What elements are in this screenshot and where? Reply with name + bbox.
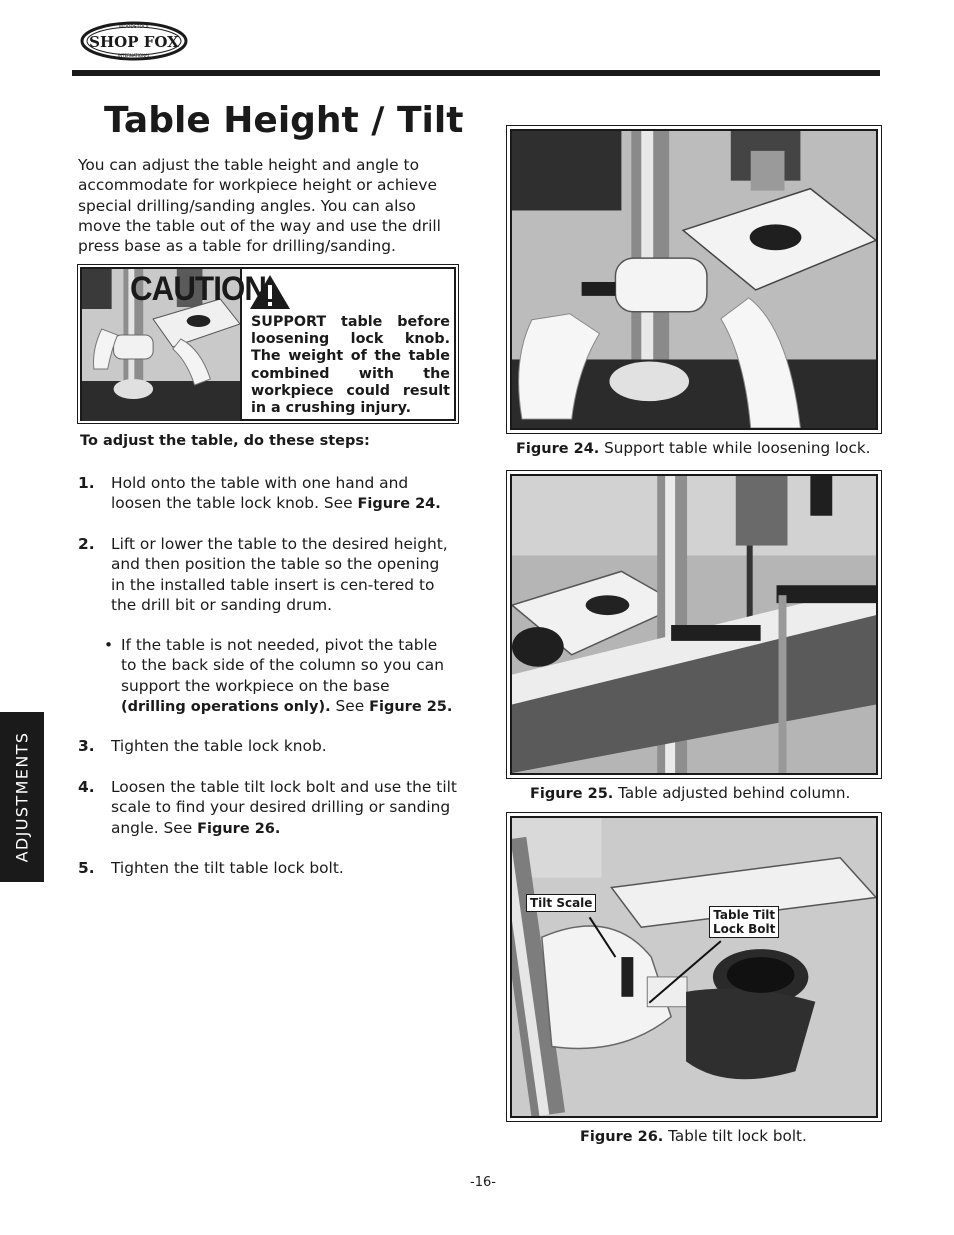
figure-label: Figure 24. bbox=[516, 441, 600, 457]
figure-caption-text: Support table while loosening lock. bbox=[599, 439, 871, 457]
figure-25 bbox=[506, 470, 882, 779]
step-4 bbox=[78, 777, 458, 839]
caution-word: CAUTION bbox=[130, 270, 267, 308]
callout-text: Table Tilt bbox=[713, 908, 776, 922]
intro-paragraph: You can adjust the table height and angle to accommodate for workpiece height or achieve special drilling/sanding angles. You can also move the table out of the way and use the drill press base as a table for drilling/sanding. bbox=[78, 156, 441, 256]
caution-box bbox=[77, 264, 459, 424]
caution-text: SUPPORT table before loosening lock knob. The weight of the table combined with the workpiece could result in a crushing injury. bbox=[251, 314, 450, 417]
figure-26 bbox=[506, 812, 882, 1122]
step-3 bbox=[78, 736, 458, 756]
step-number: 3. bbox=[78, 737, 95, 755]
step-2 bbox=[78, 534, 458, 615]
figure-label: Figure 25. bbox=[530, 786, 614, 802]
step-text: Loosen the table tilt lock bolt and use the tilt scale to find your desired drilling or sanding angle. See bbox=[111, 778, 457, 837]
figure-26-photo bbox=[512, 818, 876, 1116]
step-text: Tighten the tilt table lock bolt. bbox=[111, 859, 344, 877]
step-number: 4. bbox=[78, 778, 95, 796]
steps-intro: To adjust the table, do these steps: bbox=[80, 433, 370, 449]
section-tab bbox=[0, 712, 44, 882]
shop-fox-logo bbox=[80, 20, 188, 62]
figure-25-caption bbox=[530, 784, 850, 802]
figure-26-caption bbox=[580, 1127, 807, 1145]
figure-ref: Figure 26. bbox=[197, 820, 281, 837]
step-number: 5. bbox=[78, 859, 95, 877]
section-tab-label: ADJUSTMENTS bbox=[12, 731, 32, 863]
step-number: 1. bbox=[78, 474, 95, 492]
figure-ref: Figure 25. bbox=[369, 698, 453, 715]
step-text: Lift or lower the table to the desired height, and then position the table so the opening in the installed table insert is cen-tered to the drill bit or sanding drum. bbox=[111, 535, 448, 614]
figure-ref: Figure 24. bbox=[357, 496, 441, 513]
callout-text: Tilt Scale bbox=[530, 896, 593, 910]
logo-arc-bottom: INTERNATIONAL bbox=[117, 53, 151, 58]
bullet-symbol: • bbox=[104, 636, 114, 654]
caution-header bbox=[248, 273, 454, 311]
step-1 bbox=[78, 473, 458, 515]
bullet-see: See bbox=[330, 696, 370, 715]
callout-text: Lock Bolt bbox=[713, 922, 776, 936]
bullet-text: If the table is not needed, pivot the table to the back side of the column so you can support the workpiece on the base bbox=[121, 636, 444, 695]
bullet-bold: (drilling operations only). bbox=[121, 698, 331, 715]
figure-24 bbox=[506, 125, 882, 434]
step-number: 2. bbox=[78, 535, 95, 553]
header-rule bbox=[72, 70, 880, 76]
figure-24-caption bbox=[516, 439, 870, 457]
page-number: -16- bbox=[470, 1175, 496, 1190]
figure-label: Figure 26. bbox=[580, 1129, 664, 1145]
figure-caption-text: Table adjusted behind column. bbox=[613, 784, 851, 802]
lock-bolt-callout bbox=[709, 906, 779, 938]
figure-caption-text: Table tilt lock bolt. bbox=[663, 1127, 807, 1145]
figure-25-photo bbox=[512, 476, 876, 773]
page-title: Table Height / Tilt bbox=[104, 100, 464, 141]
step-text: Tighten the table lock knob. bbox=[111, 737, 327, 755]
logo-arc-top: WOODSTOCK bbox=[118, 25, 150, 30]
bullet-item bbox=[104, 635, 456, 717]
step-5 bbox=[78, 858, 458, 878]
step-text: Hold onto the table with one hand and loosen the table lock knob. See bbox=[111, 474, 409, 513]
figure-24-photo bbox=[512, 131, 876, 428]
tilt-scale-callout bbox=[526, 894, 596, 912]
logo-text: SHOP FOX bbox=[89, 33, 179, 51]
